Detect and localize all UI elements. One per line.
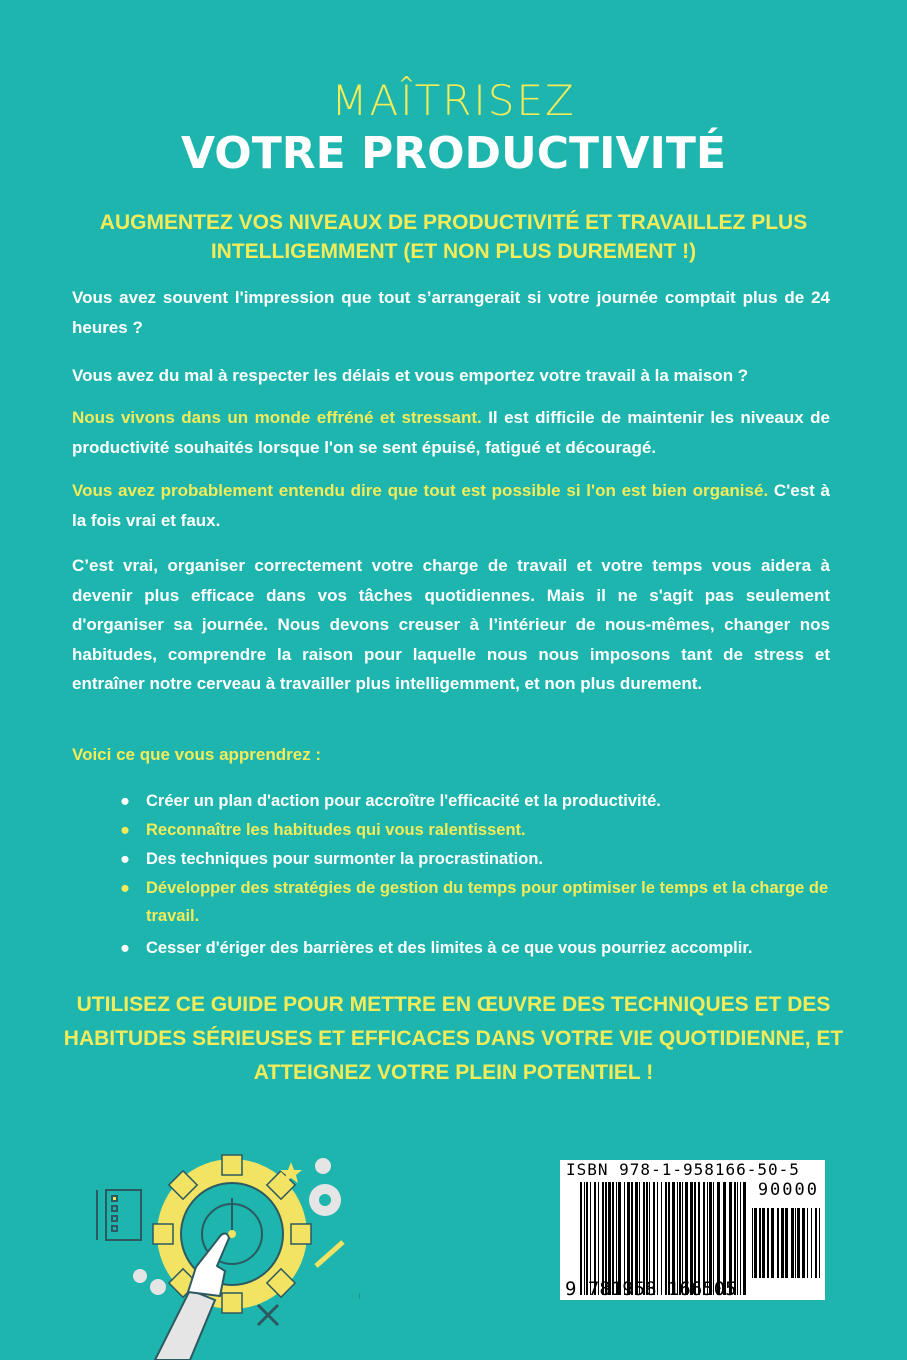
paragraph-3 [72,403,830,462]
barcode-bar [752,1208,753,1278]
list-item [120,874,840,930]
tools-icon [258,1305,278,1325]
paragraph-4-rest: C'est à la fois vrai et faux. [72,481,831,530]
barcode-bar [743,1182,746,1295]
barcode-bar [785,1208,788,1278]
list-item [120,845,840,873]
list-item-text: Créer un plan d'action pour accroître l'efficacité et la productivité. [146,792,661,810]
barcode-bar [737,1182,738,1295]
barcode-bar [815,1208,817,1278]
list-item-text: Des techniques pour surmonter la procrastination. [146,850,543,868]
barcode-bar [819,1208,820,1278]
barcode-bar [797,1208,800,1278]
title-line-1: MAÎTRISEZ [331,76,576,125]
barcode-bar [791,1208,794,1278]
barcode-bar [759,1208,761,1278]
closing-statement: UTILISEZ CE GUIDE POUR METTRE EN ŒUVRE DES TECHNIQUES ET DES HABITUDES SÉRIEUSES ET EFFICACES DANS VOTRE VIE QUOTIDIENNE, ET ATTEIGNEZ VOTRE PLEIN POTENTIEL ! [63,993,844,1084]
list-item-text: Reconnaître les habitudes qui vous ralentissent. [146,821,526,839]
subtitle: AUGMENTEZ VOS NIVEAUX DE PRODUCTIVITÉ ET TRAVAILLEZ PLUS INTELLIGEMMENT (ET NON PLUS DUREMENT !) [99,211,808,263]
checklist-icon [97,1190,141,1240]
pencil-icon [316,1242,343,1266]
paragraph-3-highlight: Nous vivons dans un monde effréné et stressant. [72,408,482,427]
bullet-icon: ● [120,821,130,839]
addon-code: 90000 [757,1180,819,1200]
bullet-icon: ● [120,879,130,897]
list-item [120,816,840,844]
barcode-bar [754,1208,757,1278]
title-line-2: VOTRE PRODUCTIVITÉ [181,128,726,179]
list-item [120,787,840,815]
barcode-bar [795,1208,796,1278]
list-item-text: Cesser d'ériger des barrières et des limites à ce que vous pourriez accomplir. [146,939,753,957]
learn-heading: Voici ce que vous apprendrez : [72,745,322,764]
barcode-bar [767,1208,769,1278]
barcode-bar [802,1208,805,1278]
barcode-bar [781,1208,784,1278]
barcode-bar [762,1208,765,1278]
paragraph-4-highlight: Vous avez probablement entendu dire que tout est possible si l'on est bien organisé. [72,481,769,500]
paragraph-5: C’est vrai, organiser correctement votre charge de travail et votre temps vous aidera à devenir plus efficace dans vos tâches quotidiennes. Mais il ne s'agit pas seulement d'organiser sa journée. Nous devons creuser à l’intérieur de nous-mêmes, changer nos habitudes, comprendre la raison pour laquelle nous nous imposons tant de stress et entraîner notre cerveau à travailler plus intelligemment, et non plus durement. [72,556,830,693]
paragraph-4 [72,476,830,535]
barcode-bar [771,1208,774,1278]
learn-list [120,787,840,963]
bullet-icon: ● [120,792,130,810]
paragraph-1: Vous avez souvent l'impression que tout s’arrangerait si votre journée comptait plus de 24 heures ? [72,288,830,337]
barcode-bar [807,1208,808,1278]
barcode-bar [777,1208,779,1278]
list-item-text: Développer des stratégies de gestion du temps pour optimiser le temps et la charge de travail. [146,879,829,925]
list-item [120,934,840,962]
productivity-illustration [40,1150,360,1360]
barcode-bar [740,1182,741,1295]
paragraph-3-rest: Il est difficile de maintenir les niveaux de productivité souhaités lorsque l'on se sent épuisé, fatigué et découragé. [72,408,830,457]
barcode-bar [811,1208,812,1278]
ean-number: 9 781958 166505 [565,1278,737,1300]
isbn-text: ISBN 978-1-958166-50-5 [566,1160,800,1179]
bullet-icon: ● [120,939,130,957]
paragraph-2: Vous avez du mal à respecter les délais et vous emportez votre travail à la maison ? [72,366,749,385]
bullet-icon: ● [120,850,130,868]
isbn-barcode [560,1160,825,1300]
